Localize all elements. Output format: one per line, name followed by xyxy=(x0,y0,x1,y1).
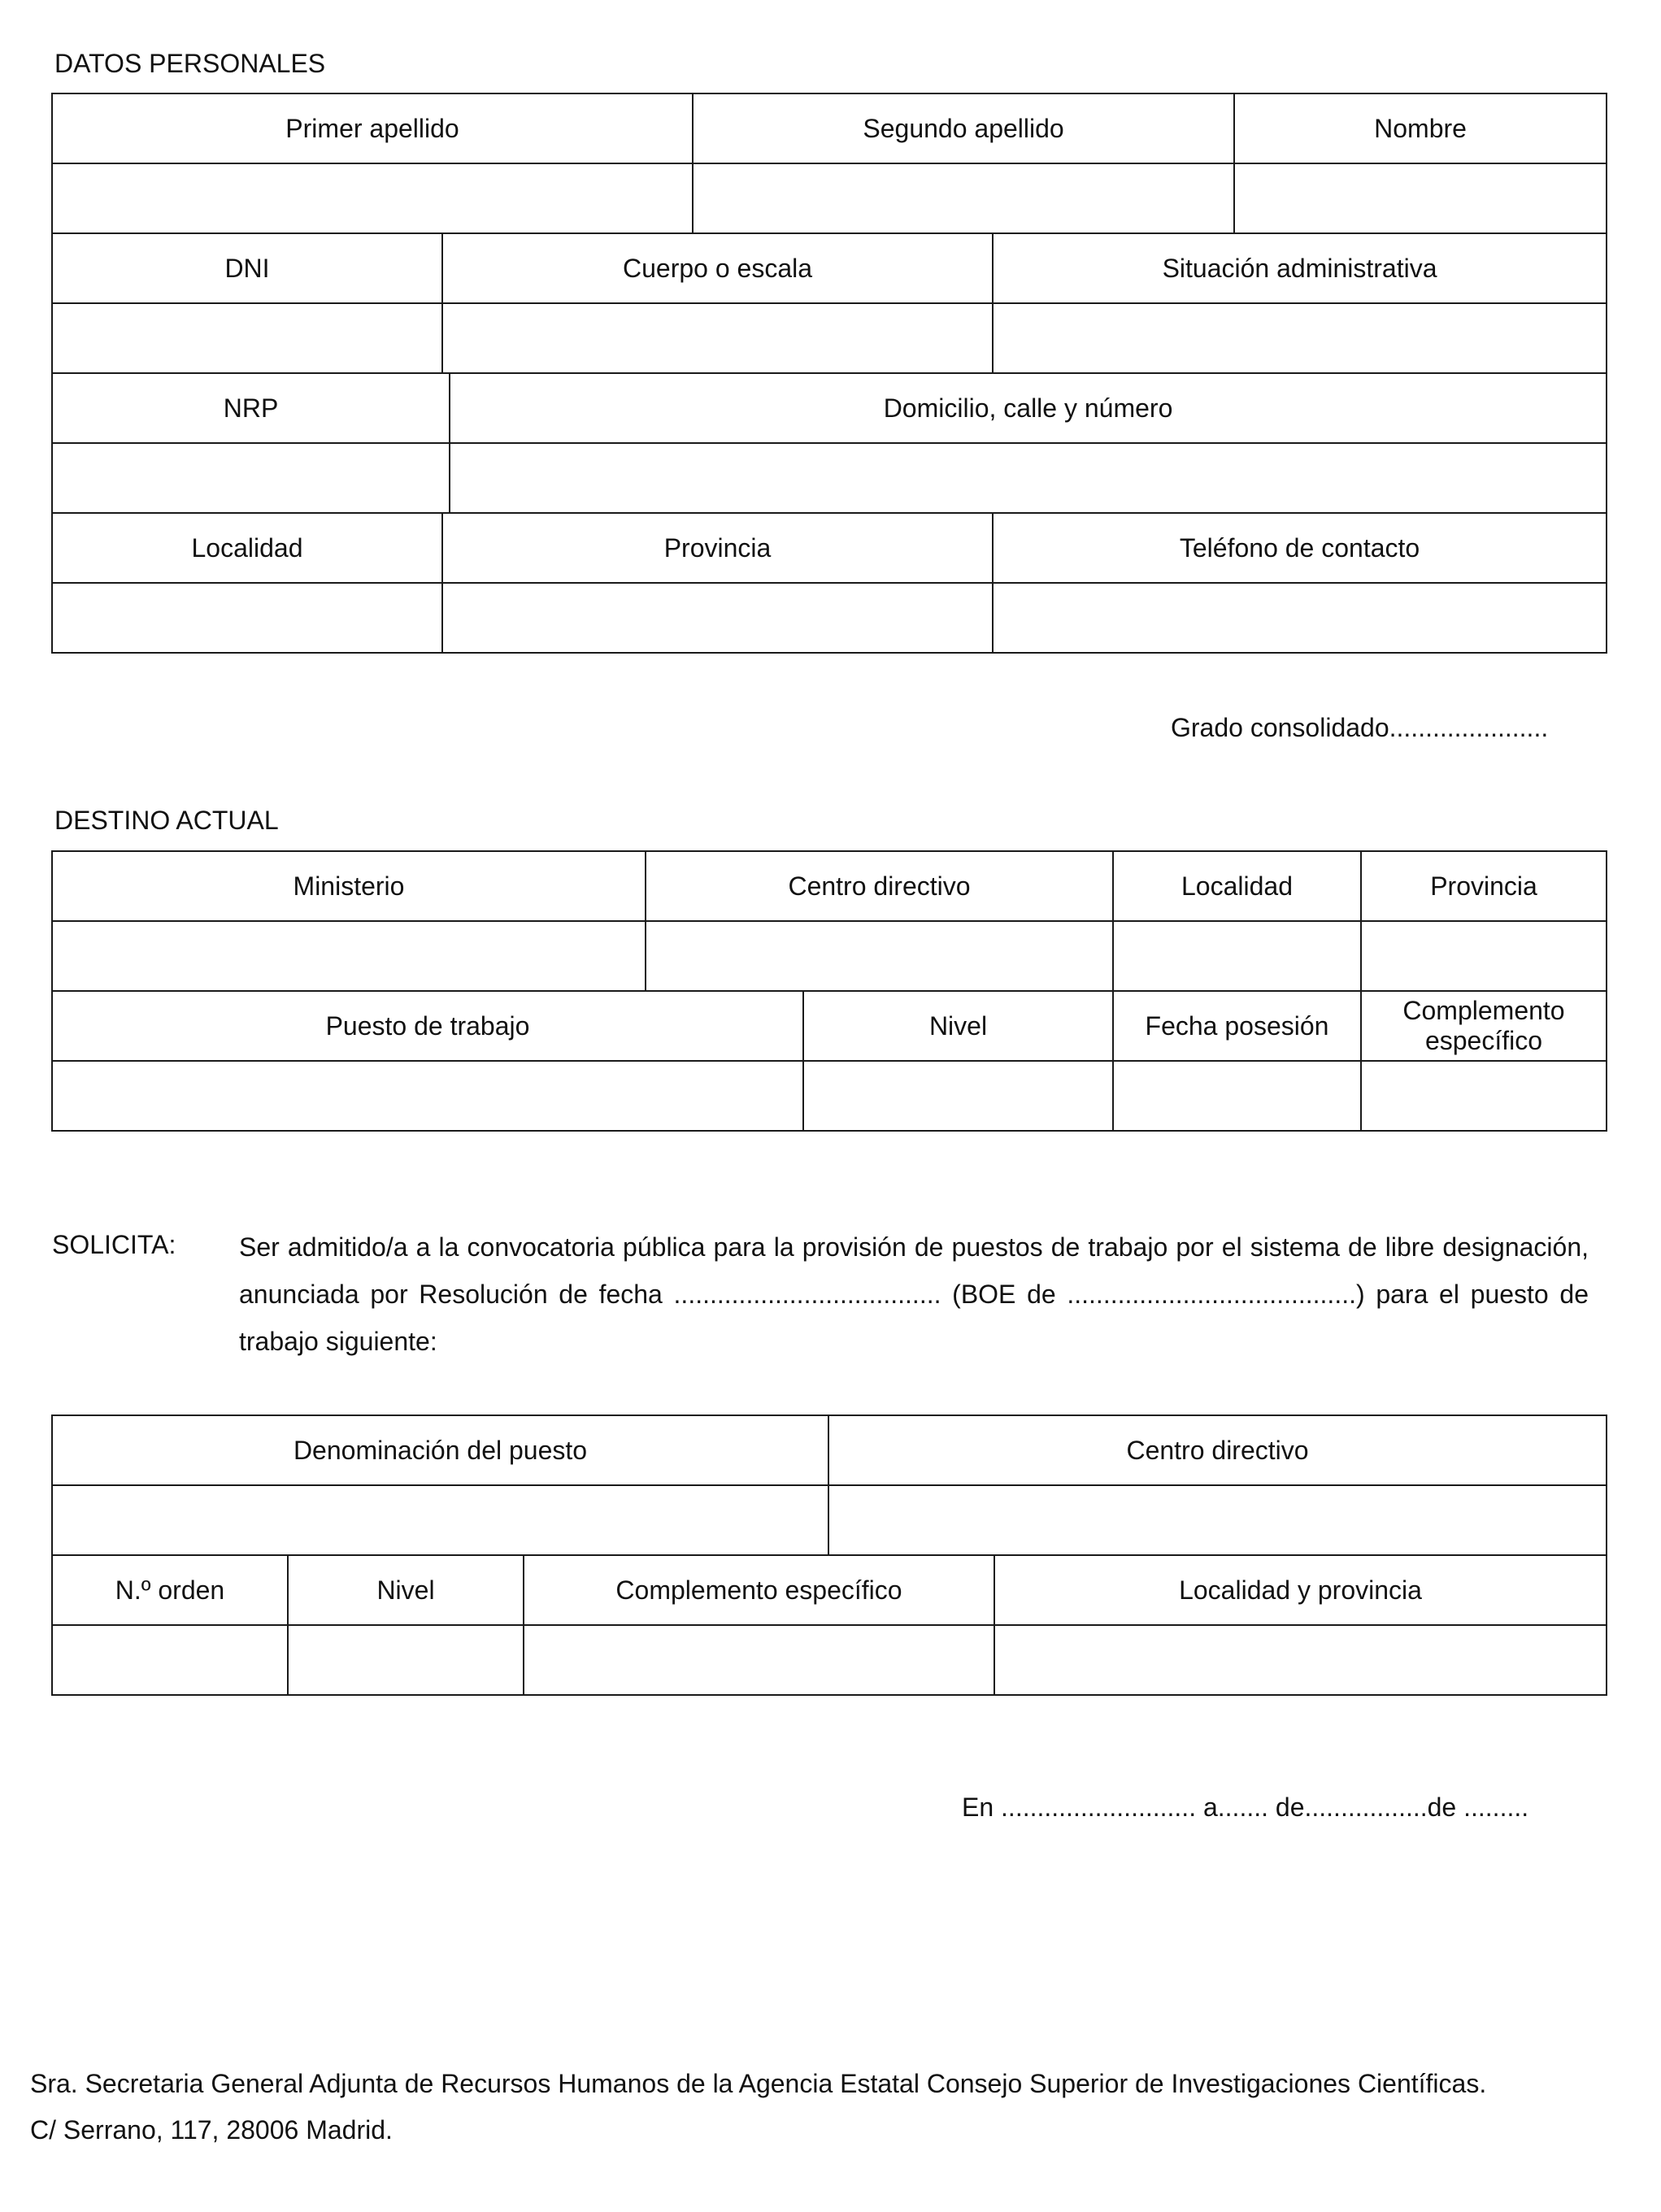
field-nrp[interactable] xyxy=(52,443,450,513)
field-centro-directivo[interactable] xyxy=(646,921,1113,991)
label-puesto-trabajo: Puesto de trabajo xyxy=(52,991,803,1061)
field-segundo-apellido[interactable] xyxy=(693,163,1234,233)
field-numero-orden[interactable] xyxy=(52,1625,288,1695)
label-centro-directivo: Centro directivo xyxy=(646,851,1113,921)
solicita-text: Ser admitido/a a la convocatoria pública para la provisión de puestos de trabajo por el sistema de libre designación, anunciada por Resolución de fecha ..................................... (BOE de ........................................) para el puesto de trabajo siguiente: xyxy=(239,1232,1589,1356)
label-ministerio: Ministerio xyxy=(52,851,646,921)
label-complemento-solicitado: Complemento específico xyxy=(524,1555,994,1625)
label-localidad-destino: Localidad xyxy=(1113,851,1361,921)
field-situacion-administrativa[interactable] xyxy=(993,303,1607,373)
label-centro-directivo-solicitado: Centro directivo xyxy=(828,1415,1607,1485)
destino-actual-table xyxy=(51,850,1607,1132)
field-nombre[interactable] xyxy=(1234,163,1607,233)
field-nivel-solicitado[interactable] xyxy=(288,1625,524,1695)
field-localidad-destino[interactable] xyxy=(1113,921,1361,991)
puesto-solicitado-table xyxy=(51,1415,1607,1696)
label-nombre: Nombre xyxy=(1234,93,1607,163)
footer-direccion: C/ Serrano, 117, 28006 Madrid. xyxy=(30,2115,393,2145)
label-dni: DNI xyxy=(52,233,442,303)
label-nivel-destino: Nivel xyxy=(803,991,1113,1061)
field-complemento-destino[interactable] xyxy=(1361,1061,1607,1131)
label-localidad-provincia: Localidad y provincia xyxy=(994,1555,1607,1625)
label-nrp: NRP xyxy=(52,373,450,443)
label-provincia-destino: Provincia xyxy=(1361,851,1607,921)
label-denominacion-puesto: Denominación del puesto xyxy=(52,1415,828,1485)
footer-destinatario: Sra. Secretaria General Adjunta de Recursos Humanos de la Agencia Estatal Consejo Superior de Investigaciones Científicas. xyxy=(30,2069,1487,2098)
label-numero-orden: N.º orden xyxy=(52,1555,288,1625)
label-situacion-administrativa: Situación administrativa xyxy=(993,233,1607,303)
label-complemento-destino: Complemento específico xyxy=(1361,991,1607,1061)
field-provincia-destino[interactable] xyxy=(1361,921,1607,991)
label-nivel-solicitado: Nivel xyxy=(288,1555,524,1625)
field-denominacion-puesto[interactable] xyxy=(52,1485,828,1555)
label-fecha-posesion: Fecha posesión xyxy=(1113,991,1361,1061)
field-provincia[interactable] xyxy=(442,583,993,653)
field-localidad[interactable] xyxy=(52,583,442,653)
datos-personales-table xyxy=(51,93,1607,654)
label-cuerpo-escala: Cuerpo o escala xyxy=(442,233,993,303)
label-segundo-apellido: Segundo apellido xyxy=(693,93,1234,163)
label-telefono-contacto: Teléfono de contacto xyxy=(993,513,1607,583)
field-cuerpo-escala[interactable] xyxy=(442,303,993,373)
field-domicilio[interactable] xyxy=(450,443,1607,513)
field-nivel-destino[interactable] xyxy=(803,1061,1113,1131)
field-centro-directivo-solicitado[interactable] xyxy=(828,1485,1607,1555)
label-domicilio: Domicilio, calle y número xyxy=(450,373,1607,443)
field-dni[interactable] xyxy=(52,303,442,373)
fecha-lugar-line: En ........................... a....... de.................de ......... xyxy=(962,1793,1529,1822)
destino-actual-title: DESTINO ACTUAL xyxy=(54,806,279,835)
field-localidad-provincia[interactable] xyxy=(994,1625,1607,1695)
field-complemento-solicitado[interactable] xyxy=(524,1625,994,1695)
field-telefono-contacto[interactable] xyxy=(993,583,1607,653)
label-localidad: Localidad xyxy=(52,513,442,583)
grado-consolidado: Grado consolidado...................... xyxy=(1171,713,1549,742)
label-provincia: Provincia xyxy=(442,513,993,583)
field-primer-apellido[interactable] xyxy=(52,163,693,233)
solicita-label: SOLICITA: xyxy=(52,1230,176,1259)
field-puesto-trabajo[interactable] xyxy=(52,1061,803,1131)
field-ministerio[interactable] xyxy=(52,921,646,991)
label-primer-apellido: Primer apellido xyxy=(52,93,693,163)
field-fecha-posesion[interactable] xyxy=(1113,1061,1361,1131)
datos-personales-title: DATOS PERSONALES xyxy=(54,49,326,78)
